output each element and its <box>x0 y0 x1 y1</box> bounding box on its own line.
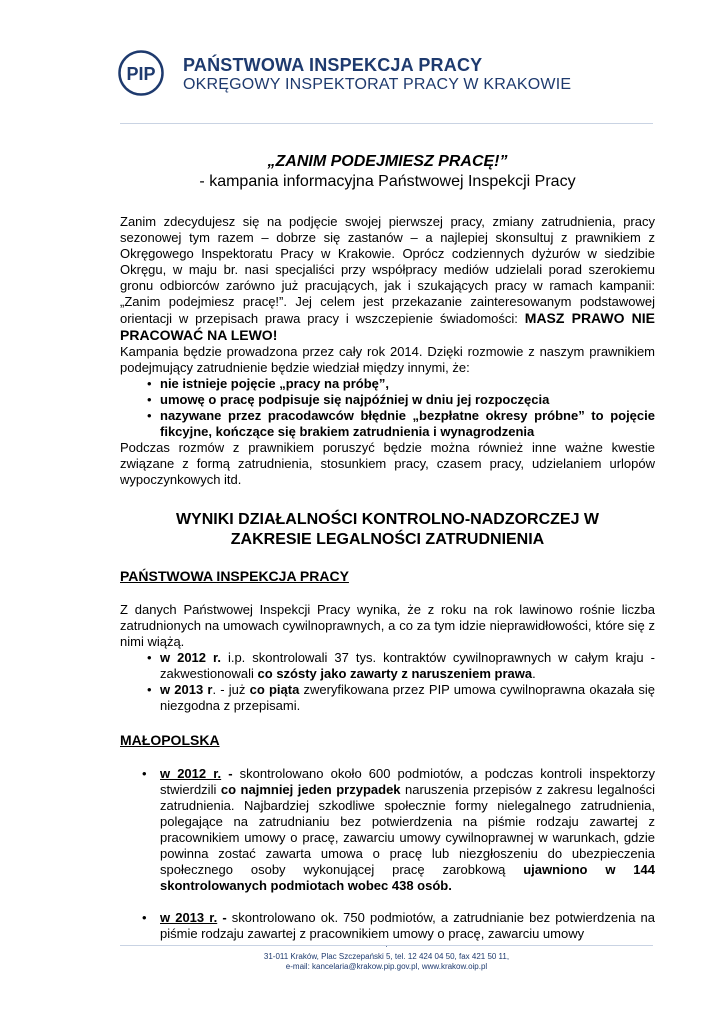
bullet-text: skontrolowano ok. 750 podmiotów, a zatrudnianie bez potwierdzenia na piśmie rodzaju zawartej z pracownikiem umowy o pracę, zawarciu umowy <box>160 910 655 941</box>
year-label: w 2012 r. <box>160 766 222 781</box>
results-heading-line1: WYNIKI DZIAŁALNOŚCI KONTROLNO-NADZORCZEJ W <box>175 511 600 528</box>
list-item: • umowę o pracę podpisuje się najpóźniej w dniu jej rozpoczęcia <box>120 392 655 408</box>
bullet-text: i.p. skontrolowali 37 tys. kontraktów cywilnoprawnych w całym kraju - zakwestionowali <box>160 650 655 681</box>
logo-lettering: PIP <box>126 64 156 84</box>
footer-dot: . <box>385 940 388 949</box>
campaign-bullets <box>120 376 655 440</box>
year-label: w 2012 r. <box>160 650 221 665</box>
pip-logo <box>118 50 164 96</box>
header-divider <box>120 123 653 124</box>
bullet-bold: co piąta <box>249 682 300 697</box>
campaign-intro <box>120 214 655 344</box>
campaign-title: „ZANIM PODEJMIESZ PRACĘ!” <box>267 153 508 170</box>
bullet-bold: ujawniono w 144 skontrolowanych podmiotach wobec 438 osób. <box>160 862 655 893</box>
dash: - <box>221 766 233 781</box>
bullet-text: skontrolowano około 600 podmiotów, a podczas kontroli inspektorzy stwierdzili <box>160 766 655 797</box>
campaign-para2: Kampania będzie prowadzona przez cały rok 2014. Dzięki rozmowie z naszym prawnikiem podejmujący zatrudnienie będzie wiedział między innymi, że: <box>120 344 655 375</box>
footer-address: 31-011 Kraków, Plac Szczepański 5, tel. 12 424 04 50, fax 421 50 11, <box>263 952 510 961</box>
list-item <box>120 910 655 942</box>
document-body <box>120 152 655 942</box>
pip-bullets <box>120 650 655 714</box>
bullet-text: zweryfikowana przez PIP umowa cywilnoprawna okazała się niezgodna z przepisami. <box>160 682 655 713</box>
bullet-text: naruszenia przepisów z zakresu legalności zatrudnienia. Najbardziej szkodliwe społecznie formy nielegalnego zatrudnienia, polegające na zatrudnianiu bez potwierdzenia na piśmie rodzaju zawartej z pracownikiem umowy o pracę, zawarciu umowy cywilnoprawnej w warunkach, gdzie powinna zostać zawarta umowa o pracę lub niezgłoszeniu do ubezpieczenia społecznego osoby wykonującej pracę zarobkową <box>160 782 655 877</box>
results-heading <box>120 510 655 550</box>
intro-text: Zanim zdecydujesz się na podjęcie swojej pierwszej pracy, zmiany zatrudnienia, pracy sezonowej tym razem – dobrze się zastanów – a najlepiej skonsultuj z prawnikiem z Okręgowego Inspektoratu Pracy w Krakowie. Oprócz codziennych dyżurów w siedzibie Okręgu, w maju br. nasi specjaliści przy współpracy mediów udzielali porad szerokiemu gronu odbiorców zarówno już pracujących, jak i szukających pracy w ramach kampanii: „Zanim podejmiesz pracę!”. Jej celem jest przekazanie zainteresowanym podstawowej orientacji w przepisach prawa pracy i wszczepienie świadomości: <box>120 214 655 326</box>
campaign-slogan: MASZ PRAWO NIE PRACOWAĆ NA LEWO! <box>120 310 655 343</box>
bullet-text: . - już <box>212 682 250 697</box>
malopolska-bullets <box>120 766 655 942</box>
list-item: • nie istnieje pojęcie „pracy na próbę”, <box>120 376 655 392</box>
year-label: w 2013 r <box>160 682 213 697</box>
campaign-subtitle: - kampania informacyjna Państwowej Inspekcji Pracy <box>199 173 576 190</box>
list-item <box>120 650 655 682</box>
bullet-bold: co najmniej jeden przypadek <box>220 782 401 797</box>
org-name: PAŃSTWOWA INSPEKCJA PRACY <box>183 55 483 75</box>
year-label: w 2013 r. <box>160 910 218 925</box>
malopolska-heading: MAŁOPOLSKA <box>120 732 220 748</box>
results-heading-line2: ZAKRESIE LEGALNOŚCI ZATRUDNIENIA <box>230 531 545 548</box>
org-subtitle: OKRĘGOWY INSPEKTORAT PRACY W KRAKOWIE <box>183 76 572 93</box>
list-item <box>120 766 655 894</box>
dash: - <box>217 910 227 925</box>
list-item <box>120 682 655 714</box>
campaign-para3: Podczas rozmów z prawnikiem poruszyć będzie można również inne ważne kwestie związane z formą zatrudnienia, stosunkiem pracy, czasem pracy, udzielaniem urlopów wypoczynkowych itd. <box>120 440 655 487</box>
bullet-end: . <box>532 666 536 681</box>
list-item: • nazywane przez pracodawców błędnie „bezpłatne okresy próbne” to pojęcie fikcyjne, kończące się brakiem zatrudnienia i wynagrodzenia <box>120 408 655 440</box>
footer-email: e-mail: kancelaria@krakow.pip.gov.pl, www.krakow.oip.pl <box>285 962 488 971</box>
pip-heading: PAŃSTWOWA INSPEKCJA PRACY <box>120 568 349 584</box>
bullet-bold: co szósty jako zawarty z naruszeniem prawa <box>257 666 533 681</box>
pip-intro: Z danych Państwowej Inspekcji Pracy wynika, że z roku na rok lawinowo rośnie liczba zatrudnionych na umowach cywilnoprawnych, a co za tym idzie nieprawidłowości, które się z nimi wiążą. <box>120 602 655 649</box>
